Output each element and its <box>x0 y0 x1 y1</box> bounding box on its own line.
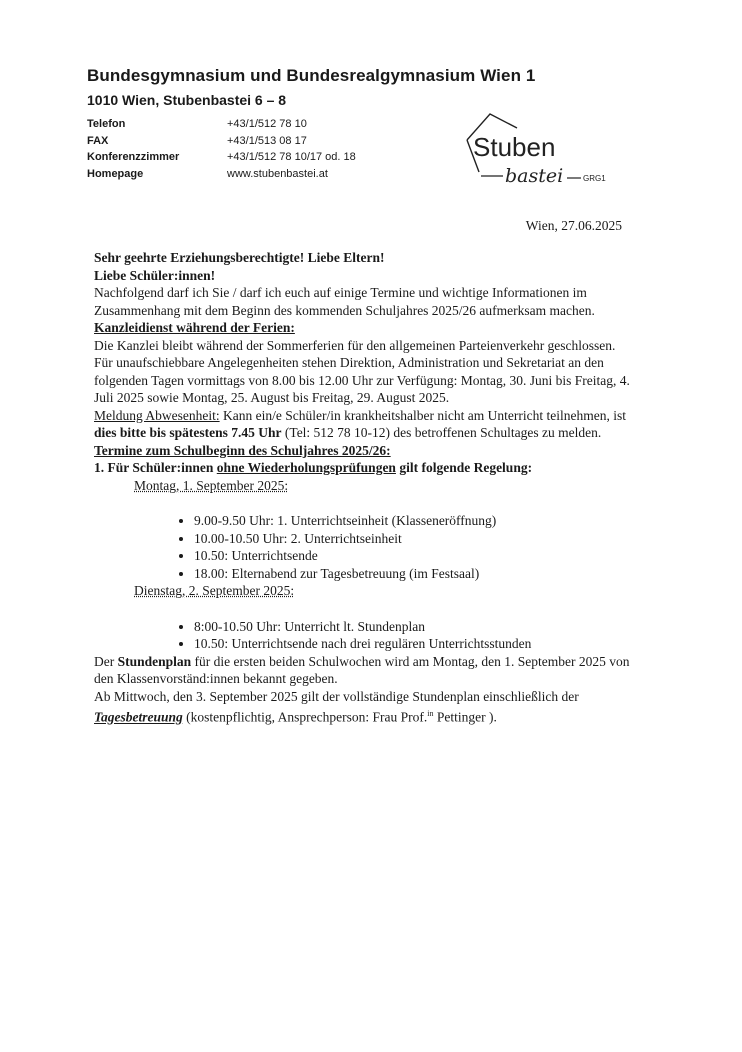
stundenplan-keyword: Stundenplan <box>117 653 192 669</box>
absence-label: Meldung Abwesenheit: <box>94 407 220 423</box>
contact-value: +43/1/512 78 10 <box>227 118 307 130</box>
tages-superscript: in <box>427 709 434 718</box>
intro-paragraph: Nachfolgend darf ich Sie / darf ich euch auf einige Termine und wichtige Informationen im Zusammenhang mit dem Beginn des kommenden Schuljahres 2025/26 aufmerksam machen. <box>94 285 595 318</box>
school-logo <box>455 110 615 190</box>
rule-suffix: gilt folgende Regelung: <box>395 460 533 475</box>
absence-text-2: (Tel: 512 78 10-12) des betroffenen Schultages zu melden. <box>281 425 602 440</box>
kanzlei-paragraph: Die Kanzlei bleibt während der Sommerferien für den allgemeinen Parteienverkehr geschlossen. Für unaufschiebbare Angelegenheiten stehen Direktion, Administration und Sekretariat an den folgenden Tagen vormittags von 8.00 bis 12.00 Uhr zur Verfügung: Montag, 30. Juni bis Freitag, 4. Juli 2025 sowie Montag, 25. August bis Freitag, 29. August 2025. <box>94 337 630 405</box>
absence-paragraph <box>94 407 634 442</box>
stundenplan-paragraph <box>94 653 634 688</box>
tages-pre: Ab Mittwoch, den 3. September 2025 gilt der vollständige Stundenplan einschließlich der <box>94 688 579 704</box>
list-item: • 9.00-9.50 Uhr: 1. Unterrichtseinheit (Klasseneröffnung) <box>194 512 634 530</box>
contact-block <box>87 116 356 182</box>
contact-value: +43/1/512 78 10/17 od. 18 <box>227 151 356 163</box>
list-item: • 10.50: Unterrichtsende <box>194 547 634 565</box>
day2-label: Dienstag, 2. September 2025: <box>134 583 295 598</box>
day1-list <box>94 512 634 582</box>
contact-label: FAX <box>87 134 109 147</box>
list-item: • 18.00: Elternabend zur Tagesbetreuung (im Festsaal) <box>194 565 634 583</box>
tages-keyword: Tagesbetreuung <box>94 709 183 725</box>
list-item: • 10.50: Unterrichtsende nach drei regulären Unterrichtsstunden <box>194 635 634 653</box>
day1-heading <box>94 477 634 495</box>
stundenplan-pre: Der <box>94 653 118 669</box>
contact-label: Telefon <box>87 118 126 130</box>
greeting-line-1: Sehr geehrte Erziehungsberechtigte! Liebe Eltern! <box>94 250 385 265</box>
day2-heading <box>94 582 634 600</box>
contact-row-conference <box>87 149 356 166</box>
list-item: • 8:00-10.50 Uhr: Unterricht lt. Stundenplan <box>194 618 634 636</box>
absence-text-1: Kann ein/e Schüler/in krankheitshalber nicht am Unterricht teilnehmen, ist <box>219 407 626 423</box>
school-name: Bundesgymnasium und Bundesrealgymnasium Wien 1 <box>87 66 536 85</box>
day2-list <box>94 618 634 653</box>
day1-label: Montag, 1. September 2025: <box>134 477 289 493</box>
rule-prefix: 1. Für Schüler:innen <box>94 460 217 475</box>
termine-heading: Termine zum Schulbeginn des Schuljahres 2025/26: <box>94 442 391 458</box>
tages-post-2: Pettinger ). <box>433 709 497 725</box>
letter-date: Wien, 27.06.2025 <box>525 218 622 233</box>
contact-label: Homepage <box>87 167 144 180</box>
contact-row-homepage <box>87 166 356 183</box>
stundenplan-post: für die ersten beiden Schulwochen wird am Montag, den 1. September 2025 von den Klassenvorständ:innen bekannt gegeben. <box>94 653 630 686</box>
tagesbetreuung-paragraph <box>94 688 634 727</box>
logo-word-bastei: bastei <box>505 165 564 187</box>
logo-tag-grg1: GRG1 <box>583 174 606 183</box>
contact-value: +43/1/513 08 17 <box>227 134 307 147</box>
contact-value: www.stubenbastei.at <box>227 167 328 180</box>
contact-row-fax <box>87 133 356 150</box>
kanzlei-heading: Kanzleidienst während der Ferien: <box>94 320 295 335</box>
school-address: 1010 Wien, Stubenbastei 6 – 8 <box>87 92 287 108</box>
tages-post-1: (kostenpflichtig, Ansprechperson: Frau Prof. <box>182 709 428 725</box>
letter-body <box>94 249 634 726</box>
absence-deadline: dies bitte bis spätestens 7.45 Uhr <box>94 425 282 440</box>
logo-word-stuben: Stuben <box>473 132 556 162</box>
rule-heading <box>94 459 634 477</box>
greeting-line-2: Liebe Schüler:innen! <box>94 267 216 283</box>
list-item: • 10.00-10.50 Uhr: 2. Unterrichtseinheit <box>194 530 634 548</box>
contact-label: Konferenzzimmer <box>87 151 180 163</box>
rule-underlined: ohne Wiederholungsprüfungen <box>216 460 396 475</box>
contact-row-phone <box>87 116 356 133</box>
